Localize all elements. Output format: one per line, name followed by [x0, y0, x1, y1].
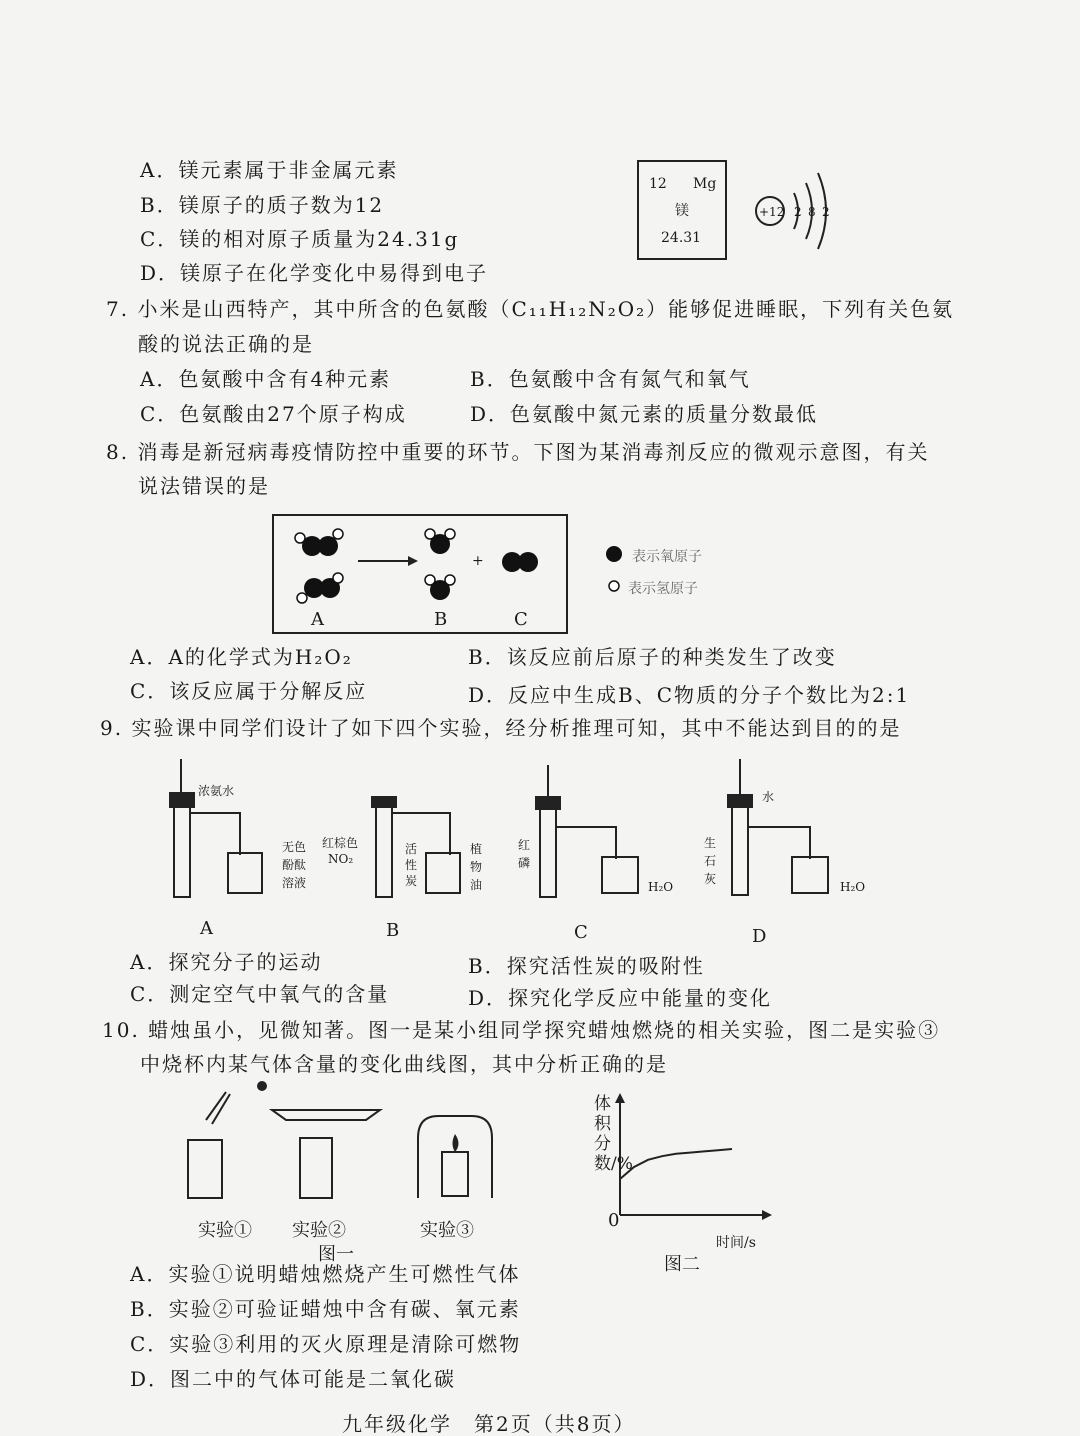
- molecule-c: [502, 552, 538, 572]
- element-symbol: Mg: [693, 176, 717, 192]
- hydrogen-atom-icon: [609, 581, 619, 591]
- a-reagent-label: 浓氨水: [198, 784, 235, 798]
- q10-option-d: D．图二中的气体可能是二氧化碳: [130, 1367, 457, 1391]
- q9-option-a: A．探究分子的运动: [130, 950, 323, 974]
- b-solid-2: 性: [405, 858, 418, 872]
- b-beaker-2: 物: [470, 860, 483, 874]
- label-exp-b: B: [386, 920, 400, 941]
- b-beaker-1: 植: [470, 842, 483, 856]
- fig2-label: 图二: [664, 1254, 700, 1275]
- a-beaker-1: 无色: [282, 840, 307, 854]
- q6-option-d: D．镁原子在化学变化中易得到电子: [140, 261, 489, 285]
- q10-option-c: C．实验③利用的灭火原理是清除可燃物: [130, 1332, 522, 1356]
- q9-option-b: B．探究活性炭的吸附性: [468, 954, 705, 978]
- atom-shell-2: 8: [808, 205, 816, 219]
- q7-option-c: C．色氨酸由27个原子构成: [140, 402, 407, 426]
- c-solid-2: 磷: [518, 856, 531, 870]
- d-solid-1: 生: [704, 836, 717, 850]
- fig1-label: 图一: [318, 1244, 354, 1265]
- b-solid-3: 炭: [405, 874, 418, 888]
- a-beaker-2: 酚酞: [282, 858, 307, 872]
- element-mass: 24.31: [661, 230, 702, 246]
- q8-stem-1: 8. 消毒是新冠病毒疫情防控中重要的环节。下图为某消毒剂反应的微观示意图，有关: [106, 440, 930, 464]
- d-solid-2: 石: [704, 854, 717, 868]
- b-gas-2: NO₂: [328, 852, 354, 866]
- q10-option-a: A．实验①说明蜡烛燃烧产生可燃性气体: [130, 1262, 521, 1286]
- legend-hydrogen: 表示氢原子: [628, 581, 698, 597]
- q7-stem-2: 酸的说法正确的是: [138, 332, 314, 356]
- c-solid-1: 红: [518, 838, 531, 852]
- label-exp-d: D: [752, 926, 767, 947]
- q7-option-d: D．色氨酸中氮元素的质量分数最低: [470, 402, 819, 426]
- label-c: C: [514, 609, 528, 630]
- atom-shell-1: 2: [794, 205, 802, 219]
- q10-stem-1: 10. 蜡烛虽小，见微知著。图一是某小组同学探究蜡烛燃烧的相关实验，图二是实验③: [102, 1018, 941, 1042]
- q9-option-d: D．探究化学反应中能量的变化: [468, 986, 773, 1010]
- q8-option-c: C．该反应属于分解反应: [130, 679, 368, 703]
- b-beaker-3: 油: [470, 878, 483, 892]
- q9-stem: 9. 实验课中同学们设计了如下四个实验，经分析推理可知，其中不能达到目的的是: [100, 716, 902, 740]
- chart-x-label: 时间/s: [716, 1235, 756, 1251]
- q6-option-c: C．镁的相对原子质量为24.31g: [140, 227, 460, 251]
- a-beaker-3: 溶液: [282, 876, 307, 890]
- element-name: 镁: [675, 203, 689, 219]
- element-card: [637, 160, 727, 260]
- q7-option-a: A．色氨酸中含有4种元素: [140, 367, 392, 391]
- molecule-a-1: [295, 529, 343, 556]
- d-reagent-label: 水: [762, 790, 775, 804]
- reaction-plus: +: [472, 553, 484, 569]
- exp-2-label: 实验②: [292, 1220, 346, 1241]
- exp-3-label: 实验③: [420, 1220, 474, 1241]
- page-footer: 九年级化学 第2页（共8页）: [342, 1412, 636, 1436]
- label-b: B: [434, 609, 448, 630]
- x-axis-arrow: [762, 1210, 772, 1220]
- q8-stem-2: 说法错误的是: [138, 474, 270, 498]
- exp-1-label: 实验①: [198, 1220, 252, 1241]
- atom-shell-3: 2: [822, 205, 830, 219]
- b-gas-1: 红棕色: [322, 836, 359, 850]
- molecule-b-2: [425, 575, 455, 600]
- label-exp-c: C: [574, 922, 588, 943]
- q8-option-d: D．反应中生成B、C物质的分子个数比为2:1: [468, 683, 911, 707]
- chart-y-label: 体积分数/%: [594, 1094, 633, 1174]
- b-solid-1: 活: [405, 842, 418, 856]
- oxygen-atom-icon: [606, 546, 622, 562]
- q10-stem-2: 中烧杯内某气体含量的变化曲线图，其中分析正确的是: [140, 1052, 668, 1076]
- q8-option-a: A．A的化学式为H₂O₂: [130, 645, 353, 669]
- molecule-b-1: [425, 529, 455, 554]
- atom-nucleus: +12: [759, 205, 785, 219]
- d-solid-3: 灰: [704, 872, 717, 886]
- d-beaker: H₂O: [840, 880, 866, 894]
- label-exp-a: A: [200, 918, 213, 939]
- y-axis-arrow: [615, 1093, 625, 1103]
- legend-icons: [600, 540, 630, 600]
- c-beaker: H₂O: [648, 880, 674, 894]
- candle-experiments: [180, 1080, 520, 1210]
- q10-option-b: B．实验②可验证蜡烛中含有碳、氧元素: [130, 1297, 521, 1321]
- chart-origin: 0: [608, 1210, 620, 1231]
- label-a: A: [311, 609, 324, 630]
- element-number: 12: [649, 176, 667, 192]
- q7-option-b: B．色氨酸中含有氮气和氧气: [470, 367, 751, 391]
- q8-option-b: B．该反应前后原子的种类发生了改变: [468, 645, 837, 669]
- q9-option-c: C．测定空气中氧气的含量: [130, 982, 390, 1006]
- q6-option-a: A．镁元素属于非金属元素: [140, 158, 399, 182]
- legend-oxygen: 表示氧原子: [632, 549, 702, 565]
- molecule-a-2: [297, 573, 343, 603]
- q6-option-b: B．镁原子的质子数为12: [140, 193, 385, 217]
- series-line: [620, 1149, 732, 1179]
- q7-stem-1: 7. 小米是山西特产，其中所含的色氨酸（C₁₁H₁₂N₂O₂）能够促进睡眠，下列有关色氨: [106, 297, 955, 321]
